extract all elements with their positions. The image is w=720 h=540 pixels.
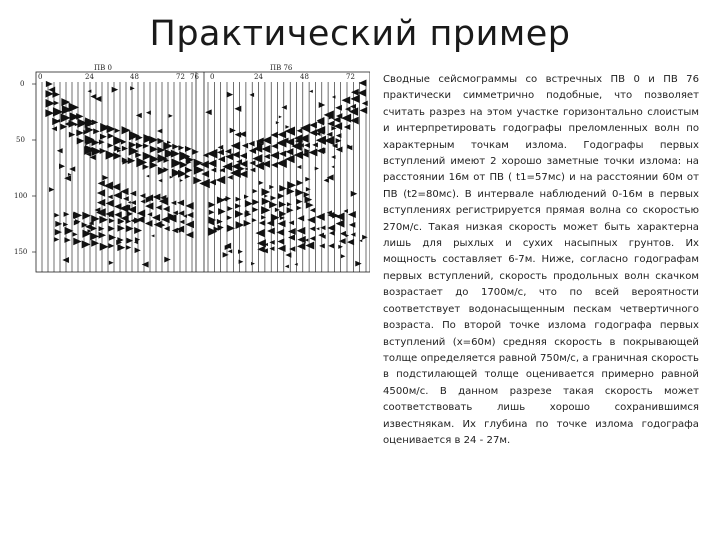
seismogram-figure <box>14 62 370 274</box>
x-tick: 0 <box>210 73 215 81</box>
x-tick: 72 <box>176 73 185 81</box>
slide-title: Практический пример <box>149 14 571 54</box>
seismogram-image <box>14 62 370 274</box>
left-panel-title: ПВ 0 <box>94 64 112 72</box>
x-tick: 48 <box>300 73 309 81</box>
y-tick: 150 <box>14 248 28 256</box>
y-tick: 0 <box>20 80 25 88</box>
y-tick: 100 <box>14 192 28 200</box>
x-tick: 24 <box>254 73 263 81</box>
x-tick: 76 <box>190 73 199 81</box>
x-tick: 72 <box>346 73 355 81</box>
y-tick: 50 <box>16 136 25 144</box>
slide-body-text: Сводные сейсмограммы со встречных ПВ 0 и ПВ 76 практически симметрично подобные, что позволяет считать разрез на этом участке горизонтально слоистым и интерпретировать годографы преломленных волн по характерным точкам излома. Годографы первых вступлений имеют 2 хорошо заметные точки излома: на расстоянии 16м от ПВ ( t1=57мс) и на расстоянии 60м от ПВ (t2=80мс). В интервале наблюдений 0-16м в первых вступлениях регистрируется прямая волна со скоростью 270м/с. Такая низкая скорость может быть характерна лишь для рыхлых и сухих насыпных грунтов. Их мощность составляет 6-7м. Ниже, согласно годографам первых вступлений, скорость продольных волн скачком возрастает до 1700м/с, что по всей вероятности соответствует водонасыщенным пескам четвертичного возраста. По второй точке излома годографа первых вступлений (х=60м) средняя скорость в покрывающей толще определяется равной 750м/с, а граничная скорость в подстилающей толще оценивается примерно равной 4500м/с. В данном разрезе такая скорость может соответствовать лишь хорошо сохранившимся известнякам. Их глубина по точке излома годографа оценивается в 24 - 27м. <box>383 74 699 446</box>
x-tick: 48 <box>130 73 139 81</box>
right-panel-title: ПВ 76 <box>270 64 293 72</box>
x-tick: 0 <box>38 73 43 81</box>
seismogram-frame <box>36 72 370 272</box>
x-tick: 24 <box>85 73 94 81</box>
